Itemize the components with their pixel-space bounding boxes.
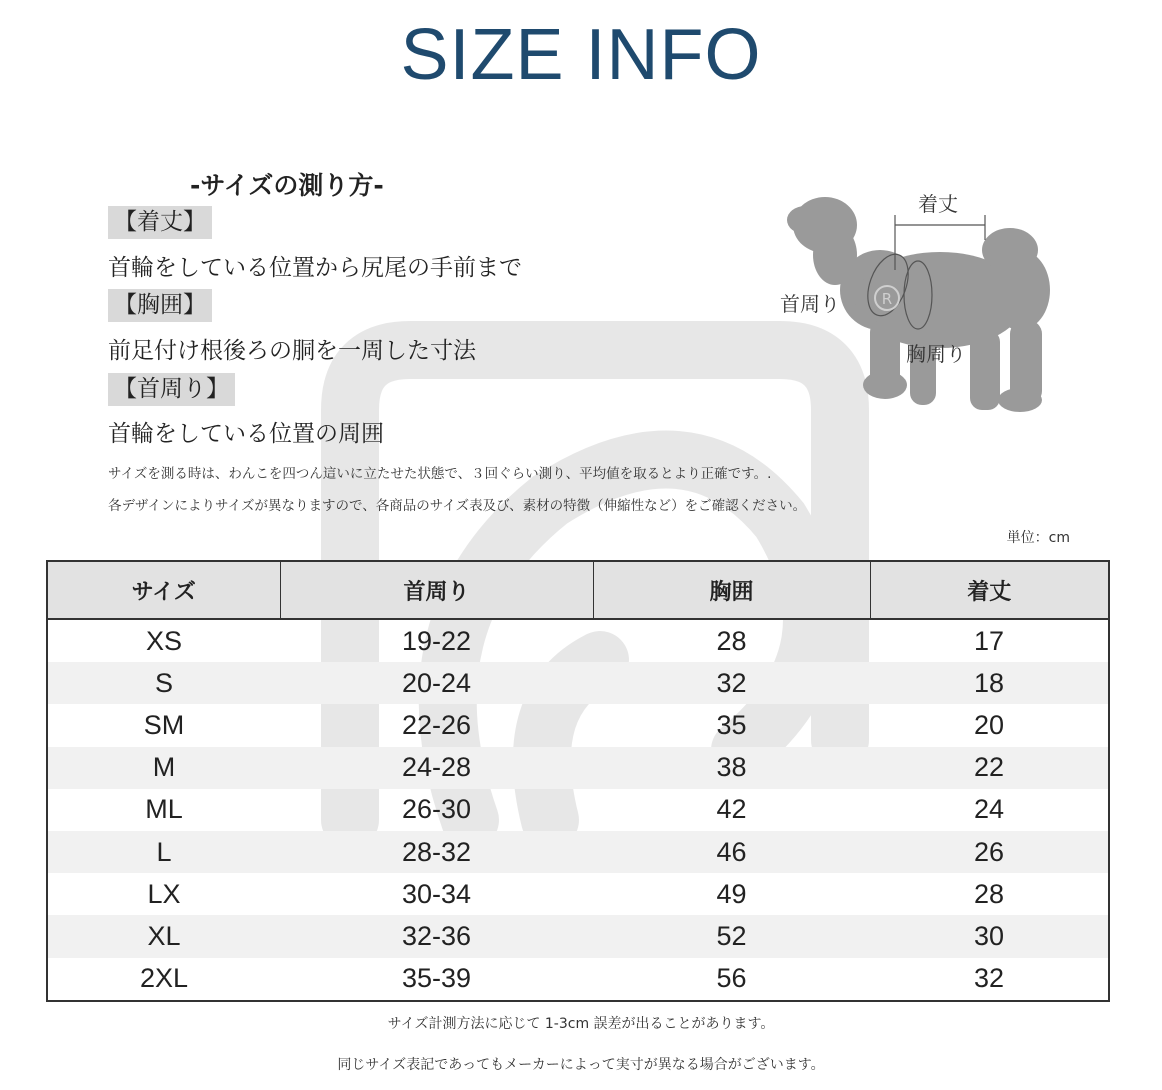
table-row (47, 704, 1109, 746)
section-label-neck: 【首周り】 (108, 373, 235, 406)
cell-neck: 30-34 (401, 878, 472, 909)
cell-neck: 24-28 (280, 747, 593, 789)
unit-label: 単位：cm (1006, 530, 1070, 546)
cell-chest: 28 (716, 625, 747, 656)
page-title: SIZE INFO (400, 15, 762, 95)
cell-chest: 38 (593, 747, 870, 789)
cell-size: XS (145, 625, 183, 656)
howto-heading: -サイズの測り方- (190, 171, 384, 200)
cell-neck: 28-32 (280, 831, 593, 873)
design-note: 各デザインによりサイズが異なりますので、各商品のサイズ表及び、素材の特徴（伸縮性など）をご確認ください。 (108, 498, 807, 514)
table-header-row (47, 561, 1109, 619)
table-row (47, 831, 1109, 873)
cell-chest: 42 (716, 794, 747, 825)
cell-length: 22 (870, 747, 1109, 789)
cell-length: 32 (973, 963, 1005, 994)
cell-length: 24 (973, 794, 1005, 825)
cell-neck: 32-36 (280, 915, 593, 957)
cell-chest: 46 (593, 831, 870, 873)
measure-note: サイズを測る時は、わんこを四つん這いに立たせた状態で、３回ぐらい測り、平均値を取るとより正確です。. (108, 466, 772, 482)
cell-length: 17 (973, 625, 1005, 656)
footer-note-maker: 同じサイズ表記であってもメーカーによって実寸が異なる場合がございます。 (337, 1057, 825, 1073)
cell-length: 18 (870, 662, 1109, 704)
cell-neck: 35-39 (401, 963, 472, 994)
cell-size: ML (145, 794, 183, 825)
cell-neck: 22-26 (401, 709, 472, 740)
cell-neck: 19-22 (401, 625, 472, 656)
cell-neck: 20-24 (280, 662, 593, 704)
table-row (47, 873, 1109, 915)
section-label-chest: 【胸囲】 (108, 289, 212, 322)
cell-size: M (47, 747, 280, 789)
section-desc-neck: 首輪をしている位置の周囲 (108, 421, 384, 447)
cell-size: S (47, 662, 280, 704)
cell-length: 28 (973, 878, 1005, 909)
cell-length: 30 (870, 915, 1109, 957)
footer-note-tolerance: サイズ計測方法に応じて 1-3cm 誤差が出ることがあります。 (387, 1016, 775, 1032)
cell-chest: 35 (716, 709, 747, 740)
header-chest: 胸囲 (593, 561, 870, 619)
size-table (46, 560, 1110, 1002)
cell-chest: 52 (593, 915, 870, 957)
cell-chest: 49 (716, 878, 747, 909)
header-neck: 首周り (280, 561, 593, 619)
cell-chest: 32 (593, 662, 870, 704)
cell-size: 2XL (139, 963, 189, 994)
table-row (47, 789, 1109, 831)
cell-neck: 26-30 (401, 794, 472, 825)
table-row (47, 662, 1109, 704)
cell-size: L (47, 831, 280, 873)
cell-size: XL (47, 915, 280, 957)
cell-size: LX (147, 878, 181, 909)
diagram-label-length: 着丈 (918, 192, 958, 216)
section-desc-chest: 前足付け根後ろの胴を一周した寸法 (108, 338, 476, 364)
cell-length: 26 (870, 831, 1109, 873)
header-size: サイズ (47, 561, 280, 619)
table-row (47, 915, 1109, 957)
section-desc-length: 首輪をしている位置から尻尾の手前まで (108, 255, 522, 281)
section-label-length: 【着丈】 (108, 206, 212, 239)
cell-chest: 56 (716, 963, 747, 994)
table-row (47, 619, 1109, 662)
diagram-label-neck: 首周り (780, 292, 840, 316)
cell-length: 20 (973, 709, 1005, 740)
diagram-label-chest: 胸周り (906, 342, 966, 366)
registered-mark: R (881, 290, 893, 308)
cell-size: SM (143, 709, 185, 740)
table-row (47, 958, 1109, 1001)
header-length: 着丈 (870, 561, 1109, 619)
table-row (47, 747, 1109, 789)
